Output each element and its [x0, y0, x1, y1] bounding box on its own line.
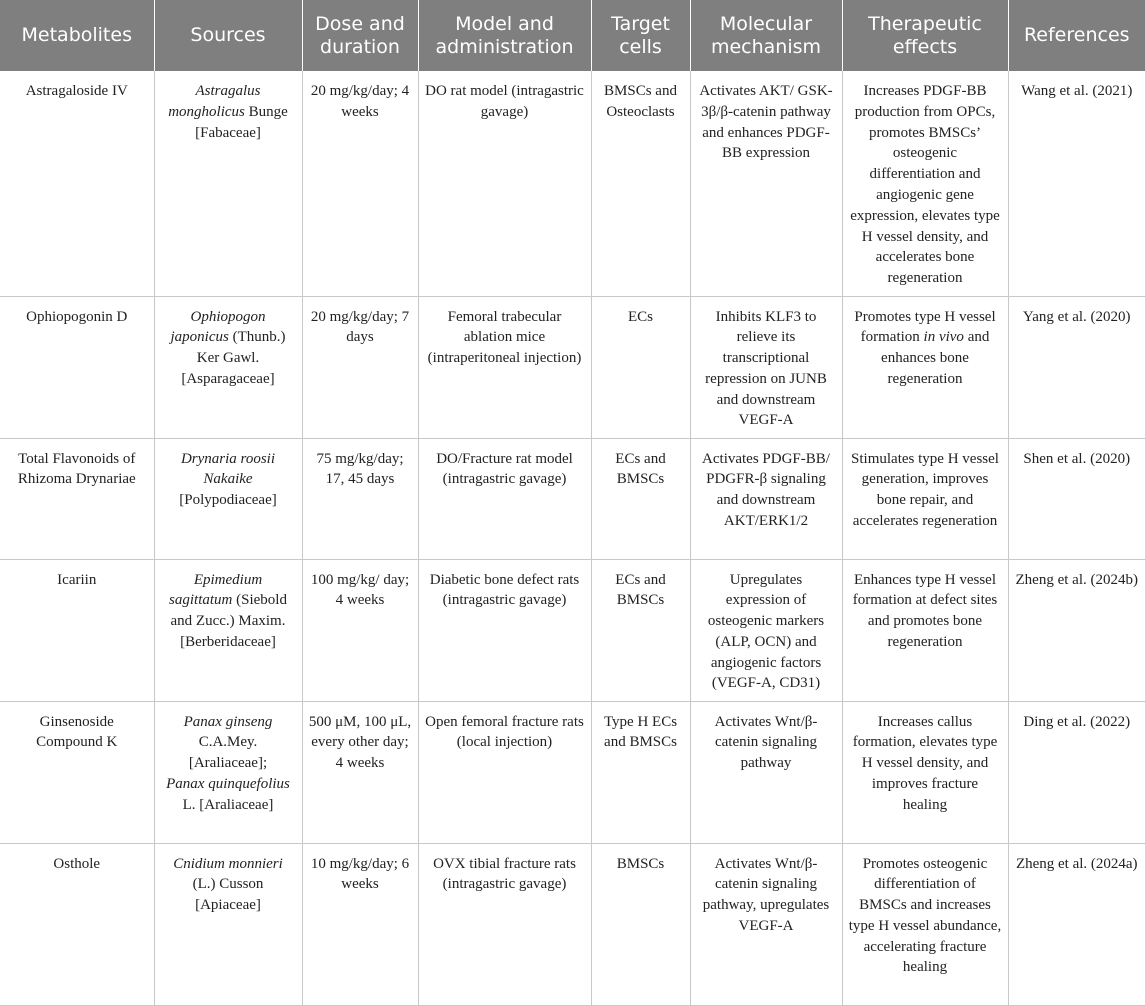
effects-cell: Stimulates type H vessel generation, improves bone repair, and accelerates regeneration	[842, 438, 1008, 559]
header-metabolites: Metabolites	[0, 0, 154, 71]
mechanism-cell: Activates PDGF-BB/ PDGFR-β signaling and downstream AKT/ERK1/2	[690, 438, 842, 559]
reference-cell[interactable]: Ding et al. (2022)	[1008, 701, 1145, 843]
dose-cell: 20 mg/kg/day; 4 weeks	[302, 71, 418, 296]
header-target-cells: Target cells	[591, 0, 690, 71]
source-authority: C.A.Mey. [Araliaceae];	[188, 734, 268, 772]
reference-cell[interactable]: Zheng et al. (2024b)	[1008, 559, 1145, 701]
source-species: Cnidium monnieri	[173, 855, 283, 872]
source-species: Drynaria roosii Nakaike	[180, 450, 276, 488]
table-row	[0, 559, 1145, 701]
table-row	[0, 843, 1145, 1005]
target-cell: ECs	[591, 296, 690, 438]
metabolite-cell: Astragaloside IV	[0, 71, 154, 296]
model-cell: OVX tibial fracture rats (intragastric gavage)	[418, 843, 591, 1005]
header-row	[0, 0, 1145, 71]
source-species: Epimedium sagittatum	[169, 571, 263, 609]
metabolite-cell: Icariin	[0, 559, 154, 701]
model-cell: DO rat model (intragastric gavage)	[418, 71, 591, 296]
mechanism-cell: Activates Wnt/β-catenin signaling pathway	[690, 701, 842, 843]
source-authority-2: L. [Araliaceae]	[182, 796, 274, 813]
header-sources: Sources	[154, 0, 302, 71]
header-dose: Dose and duration	[302, 0, 418, 71]
dose-cell: 100 mg/kg/ day; 4 weeks	[302, 559, 418, 701]
source-species: Panax ginseng	[183, 713, 273, 730]
source-cell	[154, 559, 302, 701]
source-authority: [Polypodiaceae]	[179, 492, 277, 509]
source-species-2: Panax quinquefolius	[166, 775, 290, 792]
dose-cell: 500 μM, 100 μL, every other day; 4 weeks	[302, 701, 418, 843]
effects-cell: Increases callus formation, elevates type H vessel density, and improves fracture healing	[842, 701, 1008, 843]
mechanism-cell: Inhibits KLF3 to relieve its transcriptional repression on JUNB and downstream VEGF-A	[690, 296, 842, 438]
dose-cell: 20 mg/kg/day; 7 days	[302, 296, 418, 438]
source-cell	[154, 701, 302, 843]
target-cell: ECs and BMSCs	[591, 559, 690, 701]
table-row	[0, 438, 1145, 559]
effects-italic-part: in vivo	[923, 329, 964, 346]
target-cell: BMSCs and Osteoclasts	[591, 71, 690, 296]
source-authority: (Siebold and Zucc.) Maxim. [Berberidaceae]	[170, 592, 287, 650]
table-row	[0, 296, 1145, 438]
source-authority: (Thunb.) Ker Gawl. [Asparagaceae]	[181, 329, 286, 387]
source-cell	[154, 438, 302, 559]
source-cell	[154, 296, 302, 438]
effects-cell: Increases PDGF-BB production from OPCs, promotes BMSCs’ osteogenic differentiation and angiogenic gene expression, elevates type H vessel density, and accelerates bone regeneration	[842, 71, 1008, 296]
effects-cell	[842, 296, 1008, 438]
source-species: Ophiopogon japonicus	[170, 308, 266, 346]
model-cell: Open femoral fracture rats (local injection)	[418, 701, 591, 843]
header-model: Model and administration	[418, 0, 591, 71]
header-references: References	[1008, 0, 1145, 71]
effects-text-part: and enhances bone regeneration	[881, 329, 990, 387]
source-authority: Bunge [Fabaceae]	[195, 103, 288, 141]
header-effects: Therapeutic effects	[842, 0, 1008, 71]
effects-cell: Promotes osteogenic differentiation of BMSCs and increases type H vessel abundance, accelerating fracture healing	[842, 843, 1008, 1005]
reference-cell[interactable]: Wang et al. (2021)	[1008, 71, 1145, 296]
table-row	[0, 71, 1145, 296]
metabolite-cell: Osthole	[0, 843, 154, 1005]
source-cell	[154, 71, 302, 296]
header-mechanism: Molecular mechanism	[690, 0, 842, 71]
metabolite-cell: Ginsenoside Compound K	[0, 701, 154, 843]
reference-cell[interactable]: Zheng et al. (2024a)	[1008, 843, 1145, 1005]
reference-cell[interactable]: Shen et al. (2020)	[1008, 438, 1145, 559]
metabolite-cell: Total Flavonoids of Rhizoma Drynariae	[0, 438, 154, 559]
target-cell: Type H ECs and BMSCs	[591, 701, 690, 843]
table-row	[0, 701, 1145, 843]
model-cell: Femoral trabecular ablation mice (intraperitoneal injection)	[418, 296, 591, 438]
mechanism-cell: Upregulates expression of osteogenic markers (ALP, OCN) and angiogenic factors (VEGF-A, CD31)	[690, 559, 842, 701]
effects-cell: Enhances type H vessel formation at defect sites and promotes bone regeneration	[842, 559, 1008, 701]
dose-cell: 10 mg/kg/day; 6 weeks	[302, 843, 418, 1005]
target-cell: ECs and BMSCs	[591, 438, 690, 559]
source-cell	[154, 843, 302, 1005]
reference-cell[interactable]: Yang et al. (2020)	[1008, 296, 1145, 438]
dose-cell: 75 mg/kg/day; 17, 45 days	[302, 438, 418, 559]
model-cell: DO/Fracture rat model (intragastric gavage)	[418, 438, 591, 559]
mechanism-cell: Activates AKT/ GSK-3β/β-catenin pathway and enhances PDGF-BB expression	[690, 71, 842, 296]
source-authority: (L.) Cusson [Apiaceae]	[192, 876, 264, 914]
metabolite-cell: Ophiopogonin D	[0, 296, 154, 438]
effects-text-part: Promotes type H vessel formation	[854, 308, 996, 346]
source-species: Astragalus mongholicus	[168, 83, 261, 120]
target-cell: BMSCs	[591, 843, 690, 1005]
model-cell: Diabetic bone defect rats (intragastric gavage)	[418, 559, 591, 701]
mechanism-cell: Activates Wnt/β-catenin signaling pathway, upregulates VEGF-A	[690, 843, 842, 1005]
